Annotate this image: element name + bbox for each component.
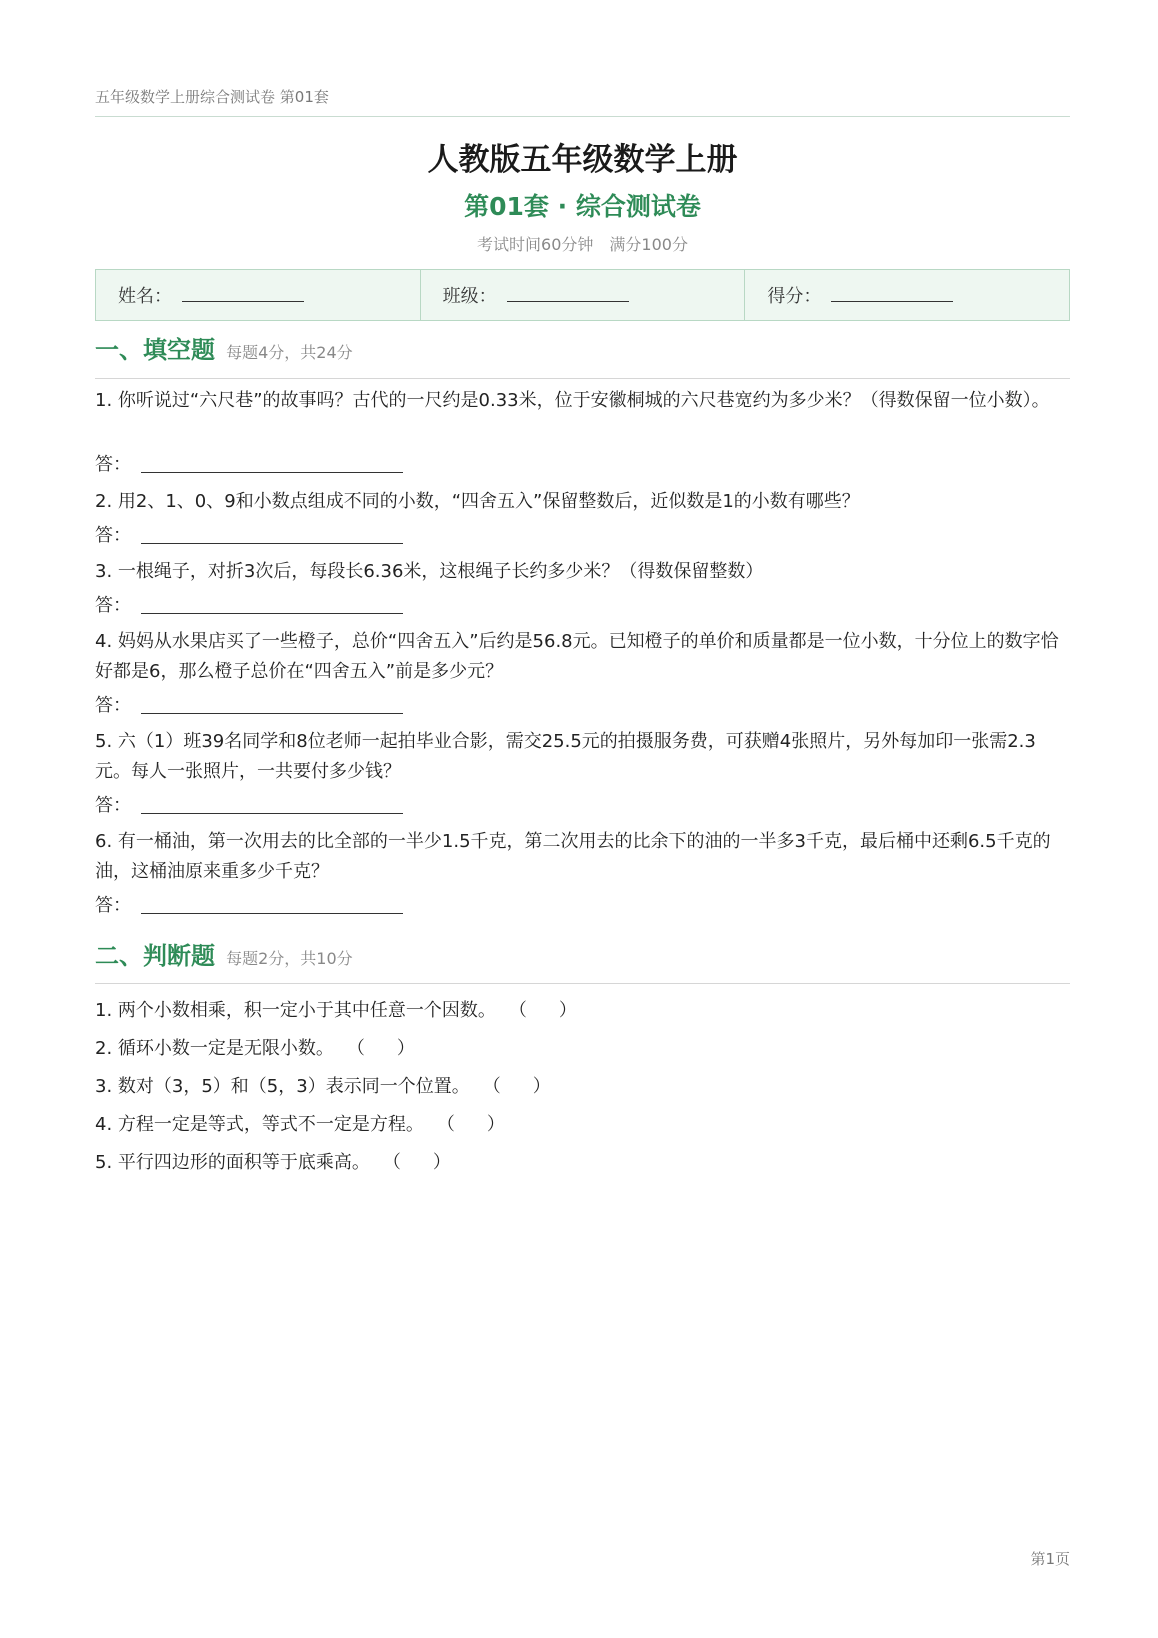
question-item: 2. 用2、1、0、9和小数点组成不同的小数，“四舍五入”保留整数后，近似数是1的小数有哪些？ (95, 491, 860, 512)
exam-info (95, 232, 1070, 255)
answer-row (95, 591, 403, 617)
judge-item (95, 996, 577, 1022)
answer-parentheses[interactable]: （ ） (391, 1152, 451, 1173)
answer-blank[interactable] (141, 472, 403, 473)
answer-label: 答： (95, 525, 131, 546)
exam-time: 考试时间60分钟 (477, 235, 594, 254)
answer-row (95, 450, 403, 476)
judge-text: 5. 平行四边形的面积等于底乘高。 (95, 1152, 370, 1173)
name-blank[interactable] (182, 301, 304, 302)
judge-text: 4. 方程一定是等式，等式不一定是方程。 (95, 1114, 424, 1135)
question-item: 3. 一根绳子，对折3次后，每段长6.36米，这根绳子长约多少米？（得数保留整数） (95, 561, 764, 582)
answer-blank[interactable] (141, 543, 403, 544)
question-item: 4. 妈妈从水果店买了一些橙子，总价“四舍五入”后约是56.8元。已知橙子的单价和质量都是一位小数，十分位上的数字恰好都是6，那么橙子总价在“四舍五入”前是多少元？ (95, 631, 1059, 682)
judge-item (95, 1148, 451, 1174)
judge-item (95, 1072, 551, 1098)
header-divider (95, 116, 1070, 117)
page-subtitle: 第01套 · 综合测试卷 (464, 192, 701, 221)
answer-parentheses[interactable]: （ ） (355, 1038, 415, 1059)
name-cell (96, 270, 420, 320)
answer-label: 答： (95, 695, 131, 716)
answer-label: 答： (95, 454, 131, 475)
exam-page (95, 0, 1070, 1638)
section-fill-in-blank (95, 330, 1070, 365)
class-blank[interactable] (507, 301, 629, 302)
question-item: 5. 六（1）班39名同学和8位老师一起拍毕业合影，需交25.5元的拍摄服务费，可获赠4张照片，另外每加印一张需2.3元。每人一张照片，一共要付多少钱？ (95, 731, 1036, 782)
name-label: 姓名： (118, 286, 172, 307)
section-title: 二、判断题 (95, 942, 215, 970)
answer-row (95, 521, 403, 547)
section-divider (95, 983, 1070, 984)
answer-label: 答： (95, 895, 131, 916)
answer-blank[interactable] (141, 613, 403, 614)
score-blank[interactable] (831, 301, 953, 302)
answer-label: 答： (95, 595, 131, 616)
page-title: 人教版五年级数学上册 (427, 142, 738, 178)
answer-parentheses[interactable]: （ ） (517, 1000, 577, 1021)
page-number: 第1页 (1030, 1550, 1070, 1568)
class-label: 班级： (442, 286, 497, 307)
judge-item (95, 1034, 415, 1060)
question-item: 6. 有一桶油，第一次用去的比全部的一半少1.5千克，第二次用去的比余下的油的一半多3千克，最后桶中还剩6.5千克的油，这桶油原来重多少千克？ (95, 831, 1051, 882)
section-note: 每题2分，共10分 (226, 949, 353, 968)
answer-row (95, 691, 403, 717)
judge-item (95, 1110, 505, 1136)
student-info-table (95, 269, 1070, 321)
answer-parentheses[interactable]: （ ） (491, 1076, 551, 1097)
answer-row (95, 791, 403, 817)
answer-row (95, 891, 403, 917)
running-head: 五年级数学上册综合测试卷 第01套 (95, 88, 329, 106)
answer-label: 答： (95, 795, 131, 816)
section-true-false (95, 936, 1070, 971)
answer-blank[interactable] (141, 913, 403, 914)
section-note: 每题4分，共24分 (226, 343, 353, 362)
judge-text: 1. 两个小数相乘，积一定小于其中任意一个因数。 (95, 1000, 496, 1021)
judge-text: 2. 循环小数一定是无限小数。 (95, 1038, 334, 1059)
section-title: 一、填空题 (95, 336, 215, 364)
question-item: 1. 你听说过“六尺巷”的故事吗？古代的一尺约是0.33米，位于安徽桐城的六尺巷宽约为多少米？（得数保留一位小数）。 (95, 390, 1050, 411)
score-label: 得分： (767, 286, 822, 307)
judge-text: 3. 数对（3，5）和（5，3）表示同一个位置。 (95, 1076, 470, 1097)
section-divider (95, 378, 1070, 379)
score-cell (744, 270, 1069, 320)
exam-full-score: 满分100分 (609, 235, 688, 254)
answer-blank[interactable] (141, 813, 403, 814)
class-cell (420, 270, 745, 320)
answer-parentheses[interactable]: （ ） (445, 1114, 505, 1135)
answer-blank[interactable] (141, 713, 403, 714)
